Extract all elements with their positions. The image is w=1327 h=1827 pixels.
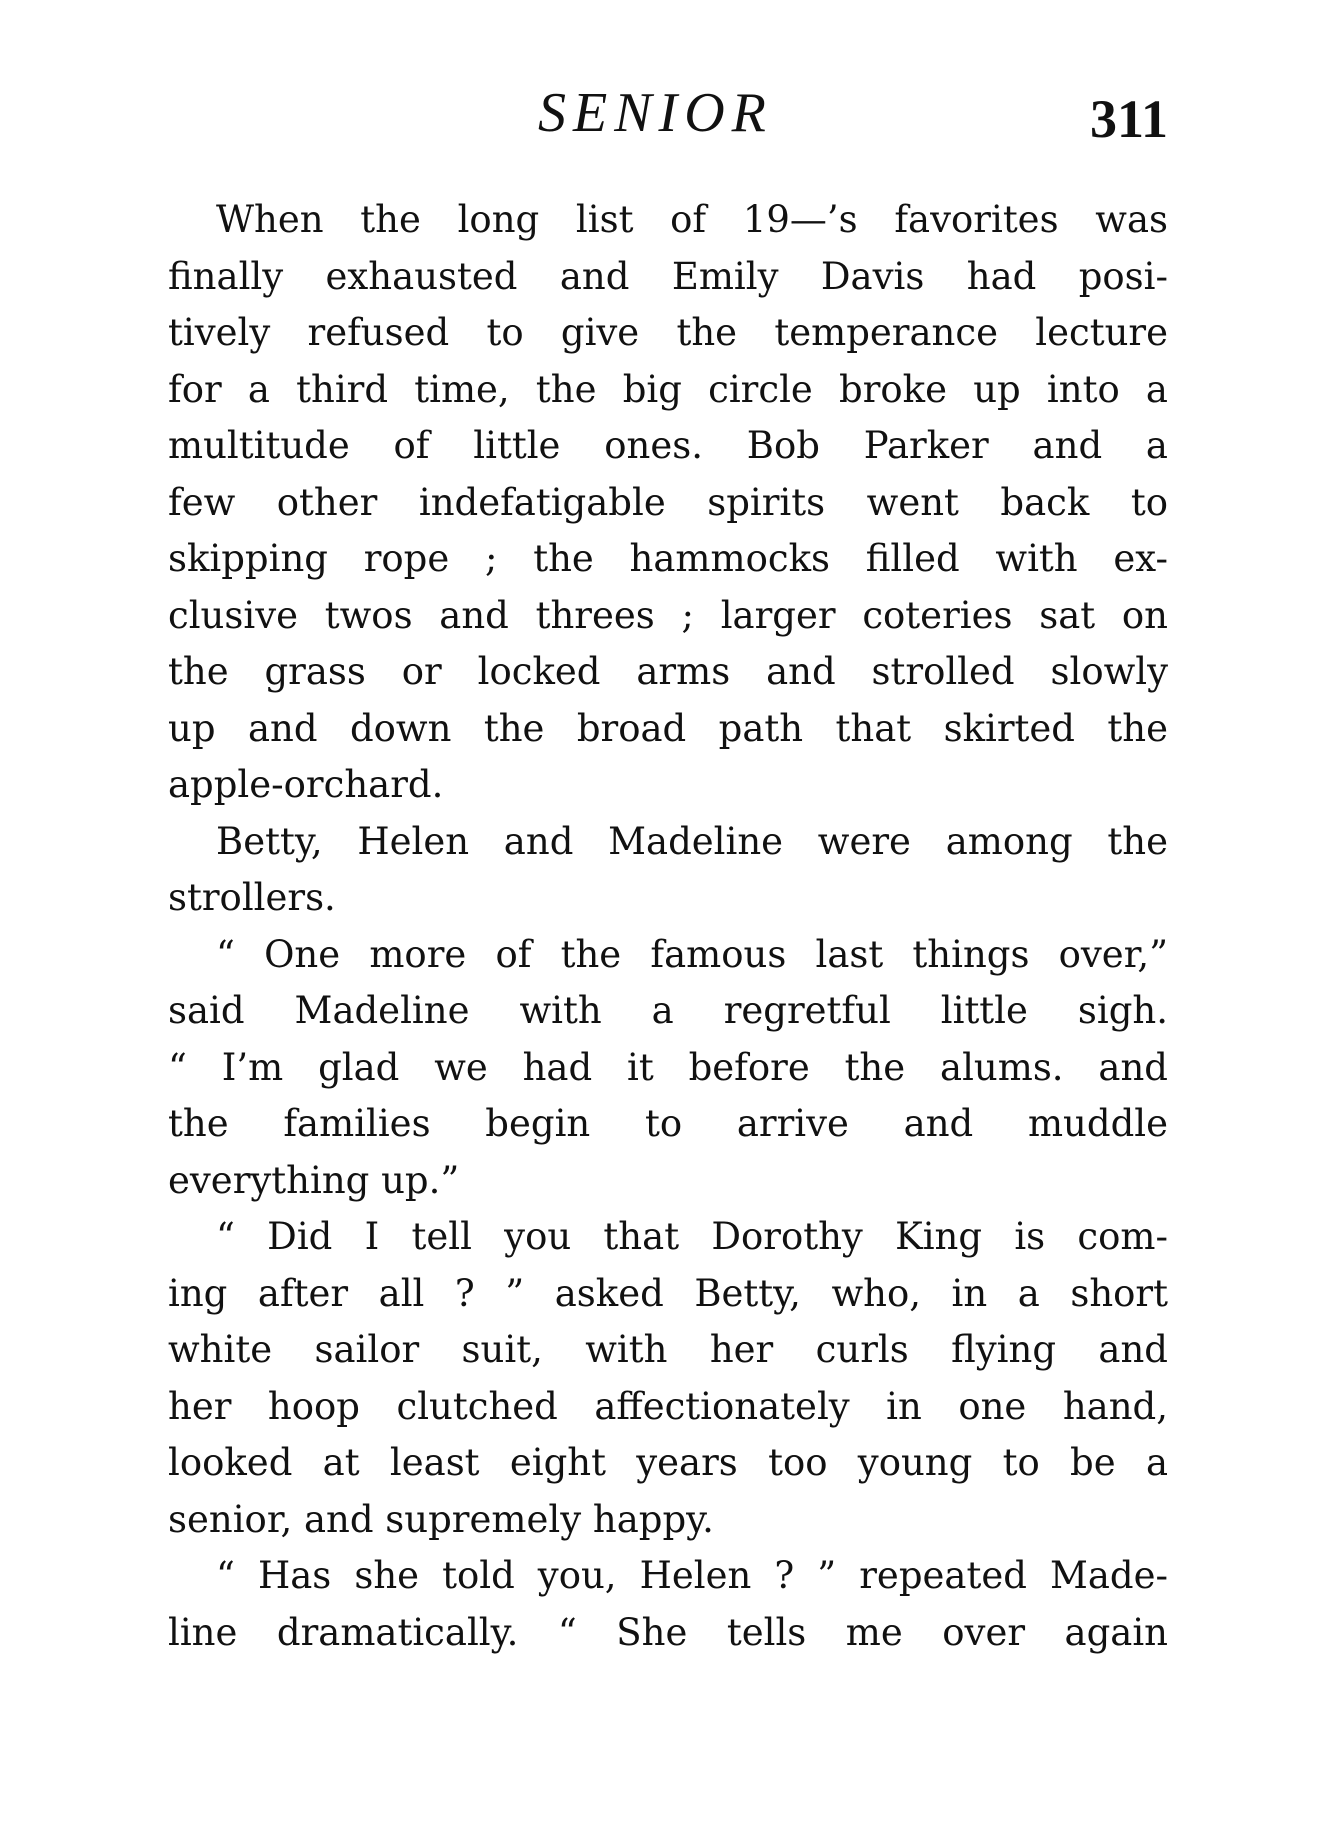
text-line: ing after all ? ” asked Betty, who, in a short: [168, 1271, 1168, 1315]
running-title: SENIOR: [538, 82, 773, 144]
text-line: white sailor suit, with her curls flying and: [168, 1328, 1168, 1371]
text-line: skipping rope ; the hammocks filled with ex-: [168, 537, 1168, 580]
text-line: Betty, Helen and Madeline were among the: [216, 819, 1168, 863]
text-line: said Madeline with a regretful little sigh.: [168, 989, 1168, 1032]
text-line: everything up.”: [168, 1158, 460, 1202]
text-line: up and down the broad path that skirted the: [168, 706, 1168, 750]
text-line: looked at least eight years too young to be a: [168, 1441, 1168, 1484]
text-line: apple-orchard.: [168, 763, 444, 806]
text-line: tively refused to give the temperance lecture: [168, 311, 1168, 354]
body-text: [168, 192, 1168, 1661]
text-line: “ Has she told you, Helen ? ” repeated Made-: [216, 1554, 1168, 1597]
text-line: strollers.: [168, 876, 336, 919]
text-line: for a third time, the big circle broke up into a: [168, 367, 1168, 411]
text-line: line dramatically. “ She tells me over again: [168, 1610, 1168, 1654]
text-line: When the long list of 19—’s favorites was: [216, 198, 1168, 241]
text-line: the families begin to arrive and muddle: [168, 1102, 1168, 1145]
page-header: [168, 78, 1168, 148]
page-number: 311: [1089, 89, 1168, 149]
text-line: “ I’m glad we had it before the alums. and: [168, 1045, 1168, 1089]
text-line: finally exhausted and Emily Davis had posi-: [168, 254, 1168, 298]
text-line: “ One more of the famous last things over,”: [216, 932, 1168, 976]
text-line: the grass or locked arms and strolled slowly: [168, 650, 1168, 693]
text-line: clusive twos and threes ; larger coteries sat on: [168, 593, 1168, 637]
text-line: “ Did I tell you that Dorothy King is com-: [216, 1215, 1168, 1258]
text-line: her hoop clutched affectionately in one hand,: [168, 1384, 1168, 1428]
text-line: senior, and supremely happy.: [168, 1497, 714, 1541]
text-line: multitude of little ones. Bob Parker and a: [168, 424, 1168, 467]
text-line: few other indefatigable spirits went back to: [168, 480, 1168, 524]
